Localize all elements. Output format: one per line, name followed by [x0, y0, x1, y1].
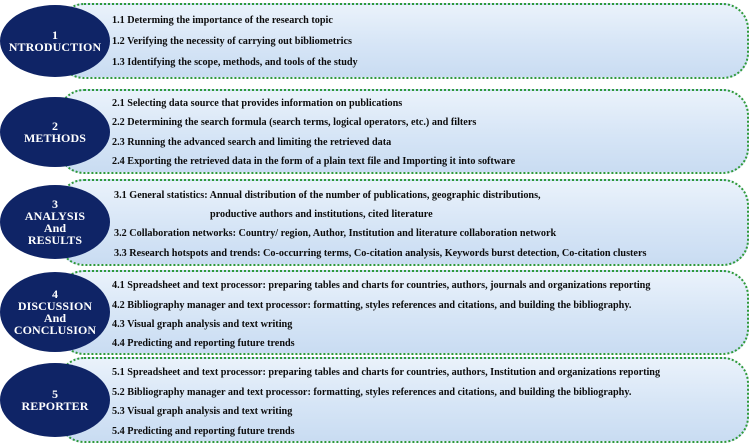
- step-5-row: [0, 357, 753, 443]
- step-1-item-1: 1.1 Determing the importance of the research topic: [112, 15, 333, 26]
- step-1-number: 1: [51, 28, 59, 42]
- step-1-item-3: 1.3 Identifying the scope, methods, and tools of the study: [112, 57, 358, 68]
- step-1-row: [0, 3, 753, 79]
- step-2-item-1: 2.1 Selecting data source that provides information on publications: [112, 98, 403, 109]
- step-1-oval: [0, 5, 110, 77]
- step-5-number: 5: [51, 387, 59, 401]
- step-5-item-4: 5.4 Predicting and reporting future trends: [112, 426, 295, 437]
- step-3-number: 3: [51, 197, 59, 211]
- step-3-item-2: 3.2 Collaboration networks: Country/ region, Author, Institution and literature collaboration network: [114, 228, 557, 239]
- step-1-title: NTRODUCTION: [8, 40, 102, 54]
- step-4-title-line-3: CONCLUSION: [13, 323, 97, 337]
- step-4-oval: [0, 272, 110, 352]
- step-3-item-1: 3.1 General statistics: Annual distribution of the number of publications, geographic distributions,: [114, 190, 541, 201]
- step-2-item-2: 2.2 Determining the search formula (search terms, logical operators, etc.) and filters: [112, 117, 477, 128]
- step-3-row: [0, 179, 753, 266]
- step-4-item-1: 4.1 Spreadsheet and text processor: preparing tables and charts for countries, authors, journals and organizations reporting: [112, 280, 651, 291]
- step-4-title-line-2: And: [43, 311, 67, 325]
- step-2-row: [0, 89, 753, 174]
- step-3-item-3: 3.3 Research hotspots and trends: Co-occurring terms, Co-citation analysis, Keywords burst detection, Co-citation clusters: [114, 248, 647, 259]
- step-4-item-4: 4.4 Predicting and reporting future trends: [112, 338, 295, 349]
- step-1-item-2: 1.2 Verifying the necessity of carrying out bibliometrics: [112, 36, 352, 47]
- step-3-title-line-1: ANALYSIS: [24, 209, 86, 223]
- step-5-oval: [0, 363, 110, 437]
- step-5-item-1: 5.1 Spreadsheet and text processor: preparing tables and charts for countries, authors, Institution and organizations reporting: [112, 367, 661, 378]
- step-2-number: 2: [51, 119, 59, 133]
- step-2-oval: [0, 97, 110, 167]
- step-2-item-4: 2.4 Exporting the retrieved data in the form of a plain text file and Importing it into software: [112, 156, 516, 167]
- step-3-title-line-3: RESULTS: [27, 233, 83, 247]
- step-4-row: [0, 270, 753, 355]
- step-3-oval: [0, 185, 110, 259]
- step-4-number: 4: [51, 287, 59, 301]
- step-5-item-2: 5.2 Bibliography manager and text processor: formatting, styles references and citations, and building the bibliography.: [112, 387, 632, 398]
- step-5-title: REPORTER: [21, 399, 89, 413]
- step-4-item-2: 4.2 Bibliography manager and text processor: formatting, styles references and citations, and building the bibliography.: [112, 300, 632, 311]
- step-4-item-3: 4.3 Visual graph analysis and text writing: [112, 319, 293, 330]
- step-4-title-line-1: DISCUSSION: [17, 299, 93, 313]
- step-3-item-1-continued: productive authors and institutions, cited literature: [210, 209, 433, 220]
- step-2-title: METHODS: [23, 131, 87, 145]
- step-3-title-line-2: And: [43, 221, 67, 235]
- step-2-item-3: 2.3 Running the advanced search and limiting the retrieved data: [112, 137, 392, 148]
- step-5-item-3: 5.3 Visual graph analysis and text writing: [112, 406, 293, 417]
